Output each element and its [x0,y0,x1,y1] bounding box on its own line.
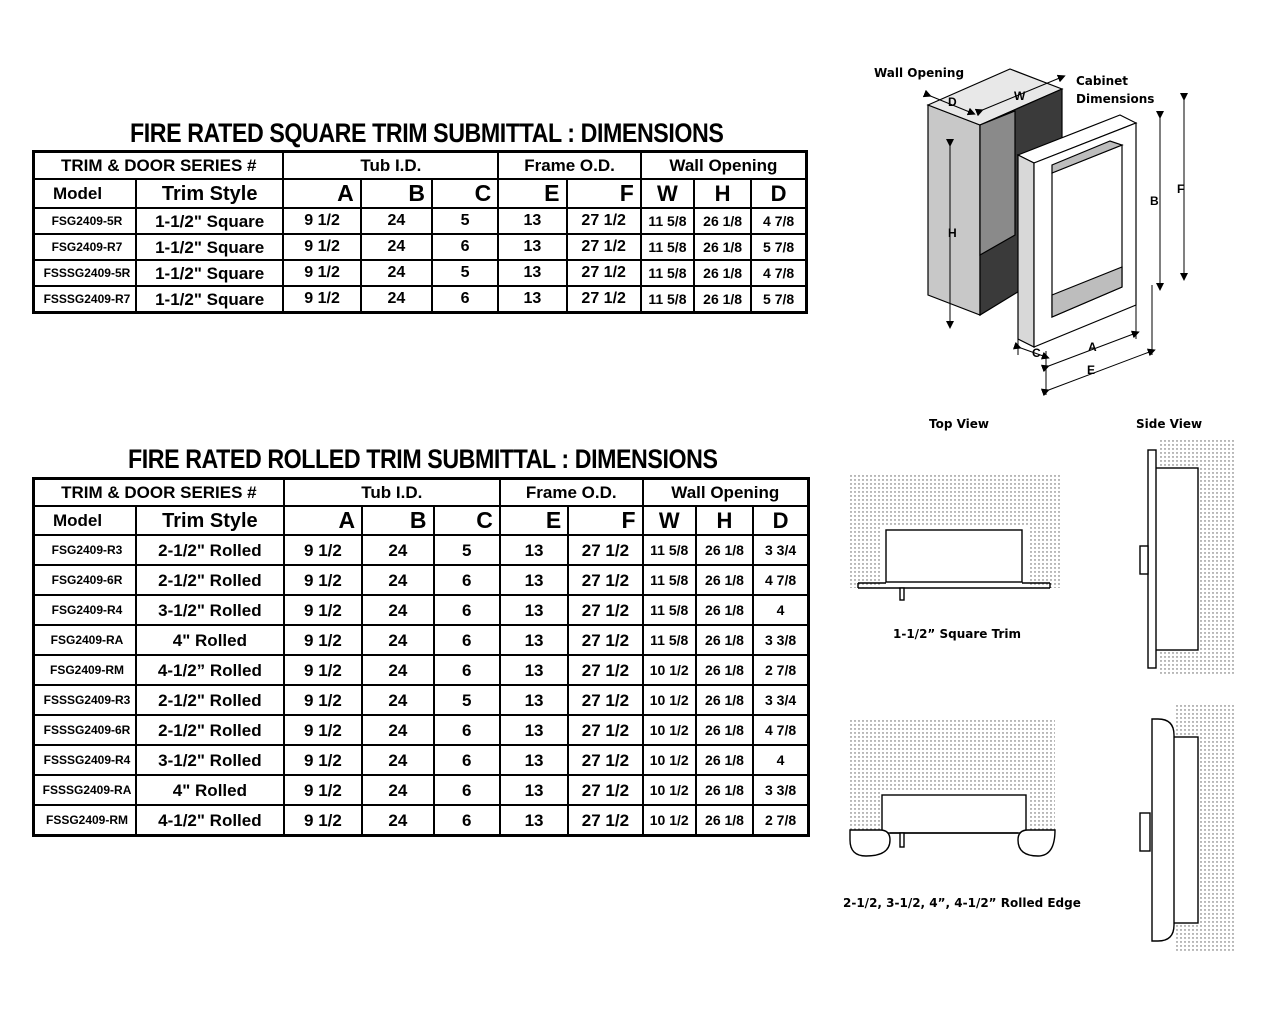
column-header: Model [34,506,137,535]
h-cell: 26 1/8 [696,685,753,715]
e-cell: 13 [500,805,568,836]
column-header: F [568,506,642,535]
column-header: Model [34,179,136,208]
model-cell: FSG2409-R7 [34,234,136,260]
f-cell: 27 1/2 [568,625,642,655]
table-row [34,286,807,313]
model-cell: FSG2409-RA [34,625,137,655]
trim-style-cell: 1-1/2" Square [136,234,284,260]
d-cell: 5 7/8 [751,286,806,313]
model-cell: FSSSG2409-R7 [34,286,136,313]
rolled-edge-caption: 2-1/2, 3-1/2, 4”, 4-1/2” Rolled Edge [843,896,1081,910]
f-cell: 27 1/2 [567,208,641,234]
dim-label-w: W [1014,89,1026,103]
a-cell: 9 1/2 [284,715,362,745]
column-header: E [498,179,566,208]
w-cell: 11 5/8 [643,595,696,625]
trim-style-cell: 4" Rolled [136,625,284,655]
square-trim-table [32,150,808,314]
table-row [34,595,809,625]
a-cell: 9 1/2 [284,565,362,595]
w-cell: 11 5/8 [641,260,694,286]
wall-opening-label: Wall Opening [874,66,965,80]
square-trim-caption: 1-1/2” Square Trim [893,627,1021,641]
model-cell: FSG2409-R4 [34,595,137,625]
f-cell: 27 1/2 [568,745,642,775]
a-cell: 9 1/2 [284,595,362,625]
a-cell: 9 1/2 [283,260,360,286]
a-cell: 9 1/2 [284,685,362,715]
e-cell: 13 [498,234,566,260]
d-cell: 2 7/8 [753,655,808,685]
h-cell: 26 1/8 [696,775,753,805]
c-cell: 6 [434,625,500,655]
a-cell: 9 1/2 [284,655,362,685]
dim-label-a: A [1088,340,1097,354]
dim-label-f: F [1177,182,1185,196]
a-cell: 9 1/2 [284,745,362,775]
column-header: B [361,179,432,208]
h-cell: 26 1/8 [694,234,751,260]
model-cell: FSG2409-6R [34,565,137,595]
trim-style-cell: 4-1/2" Rolled [136,805,284,836]
dim-label-b: B [1150,194,1159,208]
column-header: D [753,506,808,535]
b-cell: 24 [361,286,432,313]
table-row [34,775,809,805]
table-row [34,625,809,655]
trim-style-cell: 2-1/2" Rolled [136,685,284,715]
table-row [34,535,809,565]
column-header: C [434,506,500,535]
b-cell: 24 [362,715,433,745]
c-cell: 6 [432,286,498,313]
table-row [34,715,809,745]
w-cell: 10 1/2 [643,715,696,745]
model-cell: FSG2409-5R [34,208,136,234]
d-cell: 4 7/8 [753,565,808,595]
side-view-square-trim [1140,440,1240,680]
cabinet-frame [1018,115,1136,347]
c-cell: 6 [434,805,500,836]
h-cell: 26 1/8 [694,260,751,286]
trim-style-cell: 3-1/2" Rolled [136,595,284,625]
f-cell: 27 1/2 [568,715,642,745]
square-table-title: FIRE RATED SQUARE TRIM SUBMITTAL : DIMENSIONS [130,118,724,148]
trim-style-cell: 1-1/2" Square [136,208,284,234]
d-cell: 4 [753,595,808,625]
e-cell: 13 [500,745,568,775]
d-cell: 4 [753,745,808,775]
e-cell: 13 [498,260,566,286]
f-cell: 27 1/2 [567,234,641,260]
c-cell: 6 [434,775,500,805]
c-cell: 6 [434,565,500,595]
h-cell: 26 1/8 [694,208,751,234]
column-header-row [34,506,809,535]
trim-style-cell: 3-1/2" Rolled [136,745,284,775]
model-cell: FSG2409-R3 [34,535,137,565]
w-cell: 11 5/8 [641,234,694,260]
d-cell: 3 3/8 [753,625,808,655]
table-row [34,565,809,595]
a-cell: 9 1/2 [283,208,360,234]
series-header: TRIM & DOOR SERIES # [34,152,284,180]
column-header: W [641,179,694,208]
h-cell: 26 1/8 [696,535,753,565]
d-cell: 4 7/8 [753,715,808,745]
e-cell: 13 [500,775,568,805]
column-header: E [500,506,568,535]
f-cell: 27 1/2 [567,260,641,286]
trim-style-cell: 4" Rolled [136,775,284,805]
e-cell: 13 [500,685,568,715]
h-cell: 26 1/8 [694,286,751,313]
c-cell: 6 [434,715,500,745]
c-cell: 5 [434,535,500,565]
e-cell: 13 [500,595,568,625]
trim-style-cell: 2-1/2" Rolled [136,715,284,745]
cabinet-isometric-diagram [840,55,1200,395]
e-cell: 13 [500,625,568,655]
model-cell: FSG2409-RM [34,655,137,685]
w-cell: 10 1/2 [643,655,696,685]
column-header: W [643,506,696,535]
table-row [34,260,807,286]
b-cell: 24 [362,565,433,595]
model-cell: FSSSG2409-RA [34,775,137,805]
trim-style-cell: 4-1/2” Rolled [136,655,284,685]
top-view-rolled-edge [850,720,1070,860]
a-cell: 9 1/2 [284,535,362,565]
w-cell: 10 1/2 [643,805,696,836]
column-header: A [284,506,362,535]
rolled-table-title: FIRE RATED ROLLED TRIM SUBMITTAL : DIMENSIONS [128,444,718,474]
b-cell: 24 [362,745,433,775]
wall-opening-header: Wall Opening [641,152,807,180]
column-header: C [432,179,498,208]
w-cell: 11 5/8 [641,286,694,313]
column-header: H [696,506,753,535]
column-header: H [694,179,751,208]
cabinet-label: Cabinet [1076,74,1129,88]
w-cell: 10 1/2 [643,775,696,805]
w-cell: 10 1/2 [643,685,696,715]
table-row [34,685,809,715]
c-cell: 5 [432,260,498,286]
a-cell: 9 1/2 [283,234,360,260]
e-cell: 13 [500,565,568,595]
table-row [34,745,809,775]
column-header: F [567,179,641,208]
b-cell: 24 [362,685,433,715]
side-view-rolled-edge [1140,705,1240,955]
f-cell: 27 1/2 [568,805,642,836]
h-cell: 26 1/8 [696,745,753,775]
h-cell: 26 1/8 [696,625,753,655]
w-cell: 11 5/8 [641,208,694,234]
column-header: B [362,506,433,535]
b-cell: 24 [362,805,433,836]
f-cell: 27 1/2 [568,565,642,595]
table-row [34,234,807,260]
column-header-row [34,179,807,208]
h-cell: 26 1/8 [696,595,753,625]
b-cell: 24 [362,775,433,805]
a-cell: 9 1/2 [284,805,362,836]
d-cell: 4 7/8 [751,260,806,286]
d-cell: 3 3/8 [753,775,808,805]
d-cell: 4 7/8 [751,208,806,234]
column-header: D [751,179,806,208]
b-cell: 24 [362,655,433,685]
c-cell: 6 [434,595,500,625]
top-view-square-trim [850,475,1060,605]
e-cell: 13 [500,715,568,745]
e-cell: 13 [498,208,566,234]
d-cell: 3 3/4 [753,535,808,565]
b-cell: 24 [362,625,433,655]
b-cell: 24 [361,260,432,286]
tub-id-header: Tub I.D. [284,479,500,507]
dimensions-label: Dimensions [1076,92,1155,106]
trim-style-cell: 2-1/2" Rolled [136,535,284,565]
d-cell: 3 3/4 [753,685,808,715]
w-cell: 11 5/8 [643,565,696,595]
wall-opening-header: Wall Opening [643,479,809,507]
c-cell: 6 [434,745,500,775]
side-view-label: Side View [1136,417,1203,431]
model-cell: FSSSG2409-5R [34,260,136,286]
e-cell: 13 [500,655,568,685]
trim-style-cell: 2-1/2" Rolled [136,565,284,595]
frame-od-header: Frame O.D. [498,152,641,180]
f-cell: 27 1/2 [568,655,642,685]
h-cell: 26 1/8 [696,565,753,595]
column-header: Trim Style [136,506,284,535]
f-cell: 27 1/2 [567,286,641,313]
b-cell: 24 [362,535,433,565]
c-cell: 5 [434,685,500,715]
column-header: Trim Style [136,179,284,208]
model-cell: FSSSG2409-R4 [34,745,137,775]
model-cell: FSSG2409-RM [34,805,137,836]
trim-style-cell: 1-1/2" Square [136,286,284,313]
f-cell: 27 1/2 [568,685,642,715]
d-cell: 5 7/8 [751,234,806,260]
rolled-trim-table [32,477,810,837]
tub-id-header: Tub I.D. [283,152,498,180]
w-cell: 11 5/8 [643,625,696,655]
c-cell: 6 [434,655,500,685]
model-cell: FSSSG2409-R3 [34,685,137,715]
a-cell: 9 1/2 [283,286,360,313]
top-view-label: Top View [929,417,990,431]
c-cell: 6 [432,234,498,260]
a-cell: 9 1/2 [284,625,362,655]
h-cell: 26 1/8 [696,715,753,745]
dim-label-h: H [948,226,957,240]
c-cell: 5 [432,208,498,234]
a-cell: 9 1/2 [284,775,362,805]
column-header: A [283,179,360,208]
h-cell: 26 1/8 [696,655,753,685]
group-header-row [34,479,809,507]
w-cell: 10 1/2 [643,745,696,775]
series-header: TRIM & DOOR SERIES # [34,479,284,507]
table-row [34,655,809,685]
f-cell: 27 1/2 [568,595,642,625]
b-cell: 24 [362,595,433,625]
table-row [34,208,807,234]
d-cell: 2 7/8 [753,805,808,836]
b-cell: 24 [361,234,432,260]
table-row [34,805,809,836]
dim-label-e: E [1087,363,1096,377]
w-cell: 11 5/8 [643,535,696,565]
h-cell: 26 1/8 [696,805,753,836]
trim-style-cell: 1-1/2" Square [136,260,284,286]
f-cell: 27 1/2 [568,535,642,565]
f-cell: 27 1/2 [568,775,642,805]
dim-label-c: C [1032,346,1041,360]
e-cell: 13 [498,286,566,313]
group-header-row [34,152,807,180]
model-cell: FSSSG2409-6R [34,715,137,745]
e-cell: 13 [500,535,568,565]
dim-label-d: D [948,95,957,109]
frame-od-header: Frame O.D. [500,479,643,507]
b-cell: 24 [361,208,432,234]
